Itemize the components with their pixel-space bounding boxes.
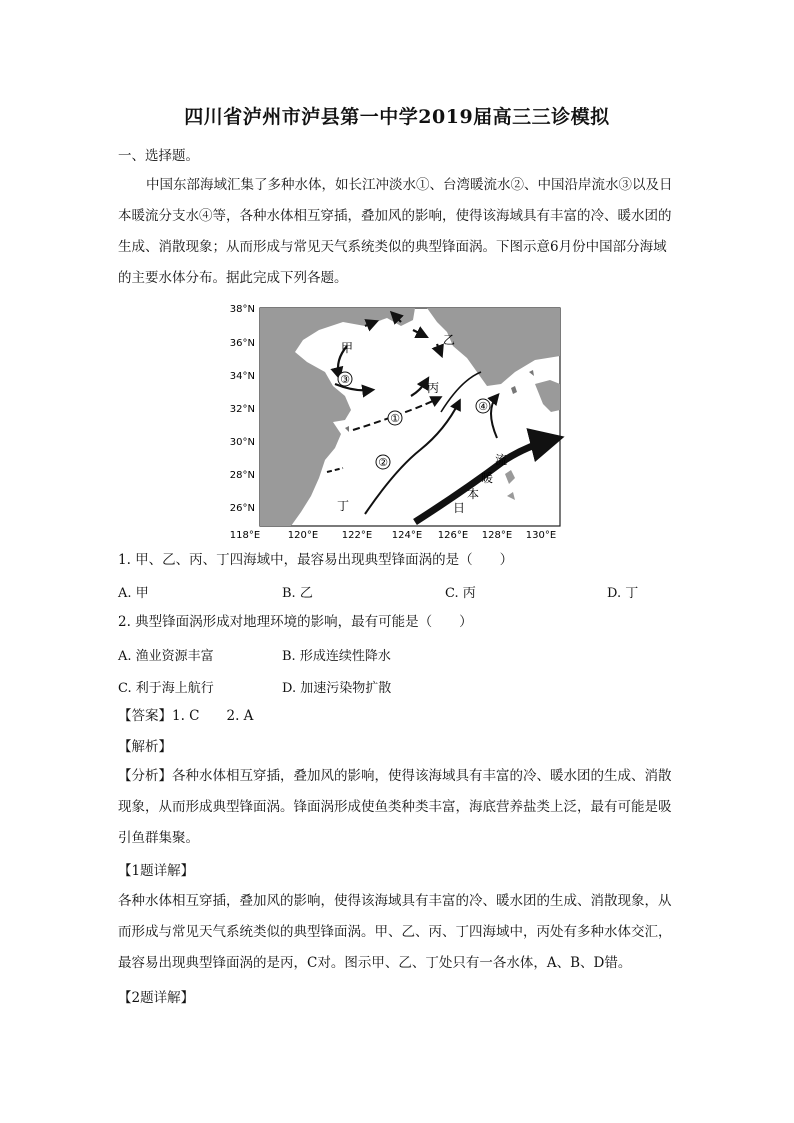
region-label-yi: 乙 [443,333,456,347]
water-label-3: ③ [340,373,350,386]
intro-paragraph: 中国东部海域汇集了多种水体，如长江冲淡水①、台湾暖流水②、中国沿岸流水③以及日本暖流分支水④等，各种水体相互穿插，叠加风的影响，使得该海域具有丰富的冷、暖水团的生成、消散现象；从而形成与常见天气系统类似的典型锋面涡。下图示意6月份中国部分海域的主要水体分布。据此完成下列各题。 [118,177,673,286]
current-char-nuan: 暖 [481,471,494,485]
lon-label-126: 126°E [437,530,469,541]
water-label-1: ① [390,412,400,425]
lon-label-120: 120°E [287,530,319,541]
lon-label-122: 122°E [341,530,373,541]
lat-label-32: 32°N [229,404,255,415]
q2-option-a[interactable]: A. 渔业资源丰富 [118,649,214,664]
analysis-paragraph: 【分析】各种水体相互穿插，叠加风的影响，使得该海域具有丰富的冷、暖水团的生成、消散现象，从而形成典型锋面涡。锋面涡形成使鱼类种类丰富，海底营养盐类上泛，最有可能是吸引鱼群集聚。 [118,768,672,846]
detail2-heading: 【2题详解】 [118,990,195,1006]
ocean-water-map [215,300,570,542]
analysis-heading: 【解析】 [118,739,172,755]
detail1-heading: 【1题详解】 [118,863,195,879]
region-label-bing: 丙 [427,381,440,395]
detail1-paragraph: 各种水体相互穿插，叠加风的影响，使得该海域具有丰富的冷、暖水团的生成、消散现象，从而形成与常见天气系统类似的典型锋面涡。甲、乙、丙、丁四海域中，丙处有多种水体交汇，最容易出现典型锋面涡的是丙，C对。图示甲、乙、丁处只有一各水体，A、B、D错。 [118,893,672,971]
q2-option-b[interactable]: B. 形成连续性降水 [282,649,391,664]
q2-stem: 2. 典型锋面涡形成对地理环境的影响，最有可能是（ ） [118,614,473,630]
q1-stem: 1. 甲、乙、丙、丁四海域中，最容易出现典型锋面涡的是（ ） [118,552,514,568]
lon-label-124: 124°E [391,530,423,541]
lat-label-36: 36°N [229,338,255,349]
q1-option-a[interactable]: A. 甲 [118,586,149,601]
section-heading: 一、选择题。 [118,148,199,164]
answer-line: 【答案】1. C 2. A [118,708,254,724]
page-title: 四川省泸州市泸县第一中学2019届高三三诊模拟 [184,106,610,128]
water-label-4: ④ [478,400,488,413]
current-char-liu: 流 [495,453,508,467]
lon-label-118: 118°E [229,530,261,541]
q1-option-c[interactable]: C. 丙 [445,586,476,601]
lat-label-34: 34°N [229,371,255,382]
lat-label-38: 38°N [229,304,255,315]
region-label-jia: 甲 [341,341,354,355]
lat-label-28: 28°N [229,470,255,481]
lat-label-26: 26°N [229,503,255,514]
region-label-ding: 丁 [337,499,350,513]
q1-option-d[interactable]: D. 丁 [607,586,639,601]
current-char-ben: 本 [467,487,480,501]
lat-label-30: 30°N [229,437,255,448]
q2-option-d[interactable]: D. 加速污染物扩散 [282,681,392,696]
lon-label-130: 130°E [525,530,557,541]
current-char-ri: 日 [453,501,466,515]
lon-label-128: 128°E [481,530,513,541]
water-label-2: ② [378,456,388,469]
q1-option-b[interactable]: B. 乙 [282,586,313,601]
q2-option-c[interactable]: C. 利于海上航行 [118,681,214,696]
